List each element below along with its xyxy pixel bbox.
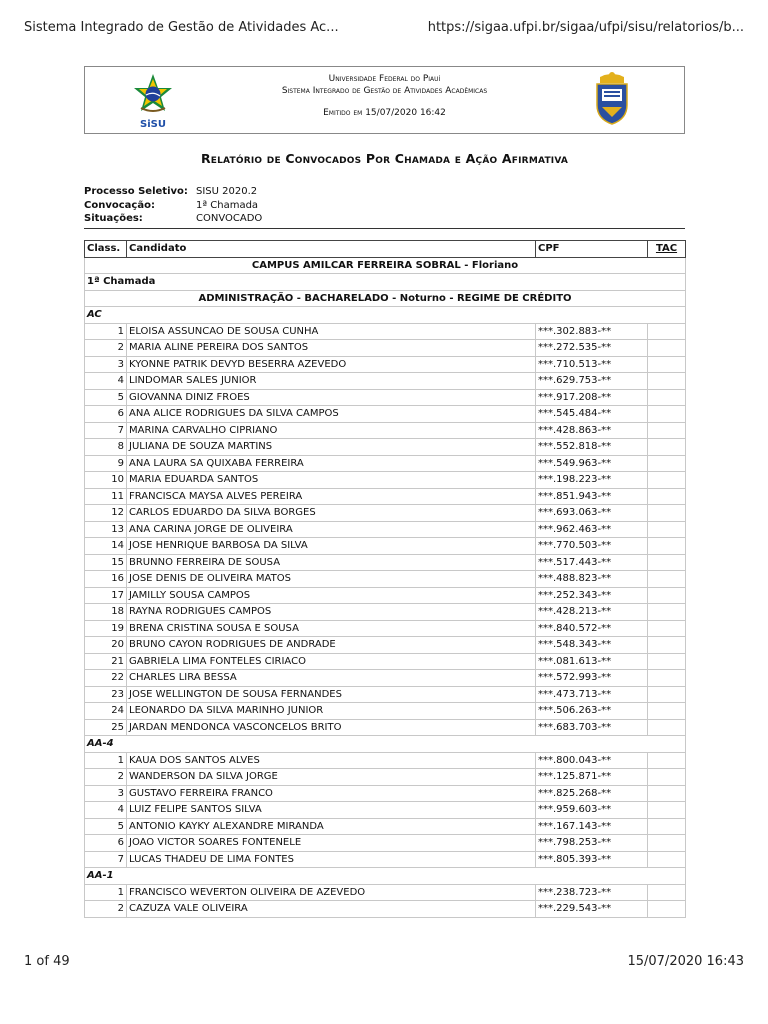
tac-cell bbox=[648, 802, 686, 819]
rank-cell: 1 bbox=[85, 884, 127, 901]
table-row bbox=[85, 373, 686, 390]
cpf-cell: ***.798.253-** bbox=[536, 835, 648, 852]
quota-group-row bbox=[85, 868, 686, 885]
tac-cell bbox=[648, 818, 686, 835]
tac-cell bbox=[648, 851, 686, 868]
table-row bbox=[85, 505, 686, 522]
filter-value: 1ª Chamada bbox=[196, 199, 259, 211]
table-row bbox=[85, 835, 686, 852]
table-row bbox=[85, 488, 686, 505]
rank-cell: 20 bbox=[85, 637, 127, 654]
cpf-cell: ***.548.343-** bbox=[536, 637, 648, 654]
quota-group-name: AC bbox=[85, 307, 686, 324]
table-row bbox=[85, 604, 686, 621]
rank-cell: 18 bbox=[85, 604, 127, 621]
cpf-cell: ***.302.883-** bbox=[536, 323, 648, 340]
tac-cell bbox=[648, 340, 686, 357]
rank-cell: 1 bbox=[85, 752, 127, 769]
tac-cell bbox=[648, 604, 686, 621]
quota-group-row bbox=[85, 307, 686, 324]
cpf-cell: ***.959.603-** bbox=[536, 802, 648, 819]
table-row bbox=[85, 571, 686, 588]
cpf-cell: ***.805.393-** bbox=[536, 851, 648, 868]
curso-row bbox=[85, 290, 686, 307]
tac-cell bbox=[648, 406, 686, 423]
candidate-name-cell: MARINA CARVALHO CIPRIANO bbox=[127, 422, 536, 439]
print-footer bbox=[24, 954, 744, 974]
header-tac: TAC bbox=[648, 240, 686, 257]
cpf-cell: ***.473.713-** bbox=[536, 686, 648, 703]
cpf-cell: ***.506.263-** bbox=[536, 703, 648, 720]
rank-cell: 7 bbox=[85, 851, 127, 868]
tac-cell bbox=[648, 637, 686, 654]
rank-cell: 4 bbox=[85, 373, 127, 390]
cpf-cell: ***.488.823-** bbox=[536, 571, 648, 588]
rank-cell: 3 bbox=[85, 356, 127, 373]
candidate-name-cell: RAYNA RODRIGUES CAMPOS bbox=[127, 604, 536, 621]
candidate-name-cell: CAZUZA VALE OLIVEIRA bbox=[127, 901, 536, 918]
candidate-name-cell: CHARLES LIRA BESSA bbox=[127, 670, 536, 687]
candidate-name-cell: BRUNNO FERREIRA DE SOUSA bbox=[127, 554, 536, 571]
table-row bbox=[85, 439, 686, 456]
tac-cell bbox=[648, 538, 686, 555]
tac-cell bbox=[648, 389, 686, 406]
cpf-cell: ***.770.503-** bbox=[536, 538, 648, 555]
rank-cell: 4 bbox=[85, 802, 127, 819]
candidate-name-cell: ELOISA ASSUNCAO DE SOUSA CUNHA bbox=[127, 323, 536, 340]
report-sheet bbox=[84, 66, 685, 918]
table-row bbox=[85, 686, 686, 703]
tac-cell bbox=[648, 422, 686, 439]
banner-text bbox=[195, 73, 574, 119]
table-body bbox=[85, 257, 686, 917]
candidate-name-cell: LINDOMAR SALES JUNIOR bbox=[127, 373, 536, 390]
candidate-name-cell: MARIA EDUARDA SANTOS bbox=[127, 472, 536, 489]
tac-cell bbox=[648, 769, 686, 786]
candidate-name-cell: JOAO VICTOR SOARES FONTENELE bbox=[127, 835, 536, 852]
table-row bbox=[85, 785, 686, 802]
candidate-name-cell: JULIANA DE SOUZA MARTINS bbox=[127, 439, 536, 456]
table-row bbox=[85, 653, 686, 670]
cpf-cell: ***.549.963-** bbox=[536, 455, 648, 472]
filter-processo bbox=[84, 185, 685, 199]
candidate-name-cell: ANA ALICE RODRIGUES DA SILVA CAMPOS bbox=[127, 406, 536, 423]
candidate-name-cell: GIOVANNA DINIZ FROES bbox=[127, 389, 536, 406]
print-page-title: Sistema Integrado de Gestão de Atividades Ac... bbox=[24, 20, 339, 35]
cpf-cell: ***.125.871-** bbox=[536, 769, 648, 786]
candidate-name-cell: BRUNO CAYON RODRIGUES DE ANDRADE bbox=[127, 637, 536, 654]
print-header bbox=[24, 20, 744, 42]
table-row bbox=[85, 455, 686, 472]
rank-cell: 12 bbox=[85, 505, 127, 522]
table-row bbox=[85, 356, 686, 373]
rank-cell: 8 bbox=[85, 439, 127, 456]
tac-cell bbox=[648, 686, 686, 703]
report-banner bbox=[84, 66, 685, 134]
rank-cell: 23 bbox=[85, 686, 127, 703]
rank-cell: 9 bbox=[85, 455, 127, 472]
tac-cell bbox=[648, 884, 686, 901]
rank-cell: 7 bbox=[85, 422, 127, 439]
candidates-table bbox=[84, 240, 686, 918]
rank-cell: 2 bbox=[85, 340, 127, 357]
cpf-cell: ***.710.513-** bbox=[536, 356, 648, 373]
table-row bbox=[85, 802, 686, 819]
rank-cell: 25 bbox=[85, 719, 127, 736]
tac-cell bbox=[648, 653, 686, 670]
chamada-row bbox=[85, 274, 686, 291]
rank-cell: 5 bbox=[85, 389, 127, 406]
tac-cell bbox=[648, 554, 686, 571]
cpf-cell: ***.081.613-** bbox=[536, 653, 648, 670]
table-row bbox=[85, 406, 686, 423]
tac-cell bbox=[648, 439, 686, 456]
candidate-name-cell: ANA LAURA SA QUIXABA FERREIRA bbox=[127, 455, 536, 472]
rank-cell: 6 bbox=[85, 835, 127, 852]
filter-label: Processo Seletivo: bbox=[84, 186, 188, 197]
report-filters bbox=[84, 185, 685, 229]
rank-cell: 6 bbox=[85, 406, 127, 423]
tac-cell bbox=[648, 488, 686, 505]
curso-name: ADMINISTRAÇÃO - BACHARELADO - Noturno - REGIME DE CRÉDITO bbox=[85, 290, 686, 307]
rank-cell: 3 bbox=[85, 785, 127, 802]
table-row bbox=[85, 538, 686, 555]
rank-cell: 24 bbox=[85, 703, 127, 720]
rank-cell: 21 bbox=[85, 653, 127, 670]
table-row bbox=[85, 752, 686, 769]
table-row bbox=[85, 884, 686, 901]
table-row bbox=[85, 818, 686, 835]
cpf-cell: ***.428.863-** bbox=[536, 422, 648, 439]
candidate-name-cell: FRANCISCA MAYSA ALVES PEREIRA bbox=[127, 488, 536, 505]
candidate-name-cell: LEONARDO DA SILVA MARINHO JUNIOR bbox=[127, 703, 536, 720]
tac-cell bbox=[648, 785, 686, 802]
candidate-name-cell: BRENA CRISTINA SOUSA E SOUSA bbox=[127, 620, 536, 637]
report-title: Relatório de Convocados Por Chamada e Ação Afirmativa bbox=[200, 151, 569, 166]
table-row bbox=[85, 323, 686, 340]
table-row bbox=[85, 340, 686, 357]
tac-cell bbox=[648, 323, 686, 340]
cpf-cell: ***.272.535-** bbox=[536, 340, 648, 357]
sisu-logo-text: SiSU bbox=[140, 119, 166, 130]
tac-cell bbox=[648, 670, 686, 687]
filter-label: Convocação: bbox=[84, 199, 155, 211]
tac-cell bbox=[648, 373, 686, 390]
table-row bbox=[85, 851, 686, 868]
candidate-name-cell: ANTONIO KAYKY ALEXANDRE MIRANDA bbox=[127, 818, 536, 835]
cpf-cell: ***.917.208-** bbox=[536, 389, 648, 406]
emission-date: Emitido em 15/07/2020 16:42 bbox=[323, 108, 446, 118]
candidate-name-cell: GABRIELA LIMA FONTELES CIRIACO bbox=[127, 653, 536, 670]
filter-label: Situações: bbox=[84, 213, 143, 224]
tac-cell bbox=[648, 703, 686, 720]
header-cpf: CPF bbox=[536, 240, 648, 257]
campus-name: CAMPUS AMILCAR FERREIRA SOBRAL - Floriano bbox=[85, 257, 686, 274]
candidate-name-cell: CARLOS EDUARDO DA SILVA BORGES bbox=[127, 505, 536, 522]
table-row bbox=[85, 620, 686, 637]
table-row bbox=[85, 670, 686, 687]
cpf-cell: ***.552.818-** bbox=[536, 439, 648, 456]
filter-convocacao bbox=[84, 199, 685, 213]
university-name: Universidade Federal do Piauí bbox=[328, 74, 441, 84]
rank-cell: 10 bbox=[85, 472, 127, 489]
page-counter: 1 of 49 bbox=[24, 954, 70, 969]
quota-group-name: AA-4 bbox=[85, 736, 686, 753]
cpf-cell: ***.800.043-** bbox=[536, 752, 648, 769]
cpf-cell: ***.517.443-** bbox=[536, 554, 648, 571]
rank-cell: 5 bbox=[85, 818, 127, 835]
candidate-name-cell: KYONNE PATRIK DEVYD BESERRA AZEVEDO bbox=[127, 356, 536, 373]
system-name: Sistema Integrado de Gestão de Atividades Acadêmicas bbox=[281, 86, 488, 96]
ufpi-crest-icon bbox=[594, 71, 630, 125]
candidate-name-cell: MARIA ALINE PEREIRA DOS SANTOS bbox=[127, 340, 536, 357]
tac-cell bbox=[648, 455, 686, 472]
cpf-cell: ***.238.723-** bbox=[536, 884, 648, 901]
table-row bbox=[85, 719, 686, 736]
chamada-name: 1ª Chamada bbox=[85, 274, 686, 291]
cpf-cell: ***.229.543-** bbox=[536, 901, 648, 918]
cpf-cell: ***.572.993-** bbox=[536, 670, 648, 687]
candidate-name-cell: JOSE DENIS DE OLIVEIRA MATOS bbox=[127, 571, 536, 588]
tac-cell bbox=[648, 752, 686, 769]
quota-group-name: AA-1 bbox=[85, 868, 686, 885]
table-row bbox=[85, 769, 686, 786]
tac-cell bbox=[648, 901, 686, 918]
candidate-name-cell: KAUA DOS SANTOS ALVES bbox=[127, 752, 536, 769]
rank-cell: 15 bbox=[85, 554, 127, 571]
tac-cell bbox=[648, 472, 686, 489]
table-row bbox=[85, 472, 686, 489]
cpf-cell: ***.851.943-** bbox=[536, 488, 648, 505]
cpf-cell: ***.428.213-** bbox=[536, 604, 648, 621]
table-row bbox=[85, 637, 686, 654]
candidate-name-cell: LUCAS THADEU DE LIMA FONTES bbox=[127, 851, 536, 868]
cpf-cell: ***.167.143-** bbox=[536, 818, 648, 835]
candidate-name-cell: JAMILLY SOUSA CAMPOS bbox=[127, 587, 536, 604]
candidate-name-cell: WANDERSON DA SILVA JORGE bbox=[127, 769, 536, 786]
candidate-name-cell: JARDAN MENDONCA VASCONCELOS BRITO bbox=[127, 719, 536, 736]
tac-cell bbox=[648, 587, 686, 604]
table-header-row bbox=[85, 240, 686, 257]
cpf-cell: ***.545.484-** bbox=[536, 406, 648, 423]
tac-cell bbox=[648, 505, 686, 522]
cpf-cell: ***.683.703-** bbox=[536, 719, 648, 736]
filter-situacoes bbox=[84, 212, 685, 226]
quota-group-row bbox=[85, 736, 686, 753]
candidate-name-cell: JOSE WELLINGTON DE SOUSA FERNANDES bbox=[127, 686, 536, 703]
table-row bbox=[85, 521, 686, 538]
cpf-cell: ***.840.572-** bbox=[536, 620, 648, 637]
cpf-cell: ***.693.063-** bbox=[536, 505, 648, 522]
tac-cell bbox=[648, 835, 686, 852]
rank-cell: 2 bbox=[85, 901, 127, 918]
table-row bbox=[85, 703, 686, 720]
table-row bbox=[85, 554, 686, 571]
rank-cell: 17 bbox=[85, 587, 127, 604]
candidate-name-cell: FRANCISCO WEVERTON OLIVEIRA DE AZEVEDO bbox=[127, 884, 536, 901]
candidate-name-cell: JOSE HENRIQUE BARBOSA DA SILVA bbox=[127, 538, 536, 555]
table-row bbox=[85, 422, 686, 439]
cpf-cell: ***.252.343-** bbox=[536, 587, 648, 604]
candidate-name-cell: LUIZ FELIPE SANTOS SILVA bbox=[127, 802, 536, 819]
tac-cell bbox=[648, 356, 686, 373]
candidate-name-cell: GUSTAVO FERREIRA FRANCO bbox=[127, 785, 536, 802]
header-class: Class. bbox=[85, 240, 127, 257]
rank-cell: 13 bbox=[85, 521, 127, 538]
tac-cell bbox=[648, 719, 686, 736]
cpf-cell: ***.825.268-** bbox=[536, 785, 648, 802]
cpf-cell: ***.629.753-** bbox=[536, 373, 648, 390]
table-row bbox=[85, 587, 686, 604]
table-row bbox=[85, 389, 686, 406]
cpf-cell: ***.198.223-** bbox=[536, 472, 648, 489]
rank-cell: 11 bbox=[85, 488, 127, 505]
tac-cell bbox=[648, 521, 686, 538]
print-datetime: 15/07/2020 16:43 bbox=[627, 954, 744, 969]
tac-cell bbox=[648, 571, 686, 588]
cpf-cell: ***.962.463-** bbox=[536, 521, 648, 538]
rank-cell: 22 bbox=[85, 670, 127, 687]
table-row bbox=[85, 901, 686, 918]
header-candidato: Candidato bbox=[127, 240, 536, 257]
rank-cell: 14 bbox=[85, 538, 127, 555]
print-page-url: https://sigaa.ufpi.br/sigaa/ufpi/sisu/relatorios/b... bbox=[427, 20, 744, 35]
rank-cell: 16 bbox=[85, 571, 127, 588]
rank-cell: 1 bbox=[85, 323, 127, 340]
candidate-name-cell: ANA CARINA JORGE DE OLIVEIRA bbox=[127, 521, 536, 538]
filter-value: CONVOCADO bbox=[196, 213, 263, 224]
rank-cell: 2 bbox=[85, 769, 127, 786]
sisu-logo-icon bbox=[129, 72, 177, 130]
campus-row bbox=[85, 257, 686, 274]
filter-value: SISU 2020.2 bbox=[196, 186, 258, 197]
rank-cell: 19 bbox=[85, 620, 127, 637]
tac-cell bbox=[648, 620, 686, 637]
